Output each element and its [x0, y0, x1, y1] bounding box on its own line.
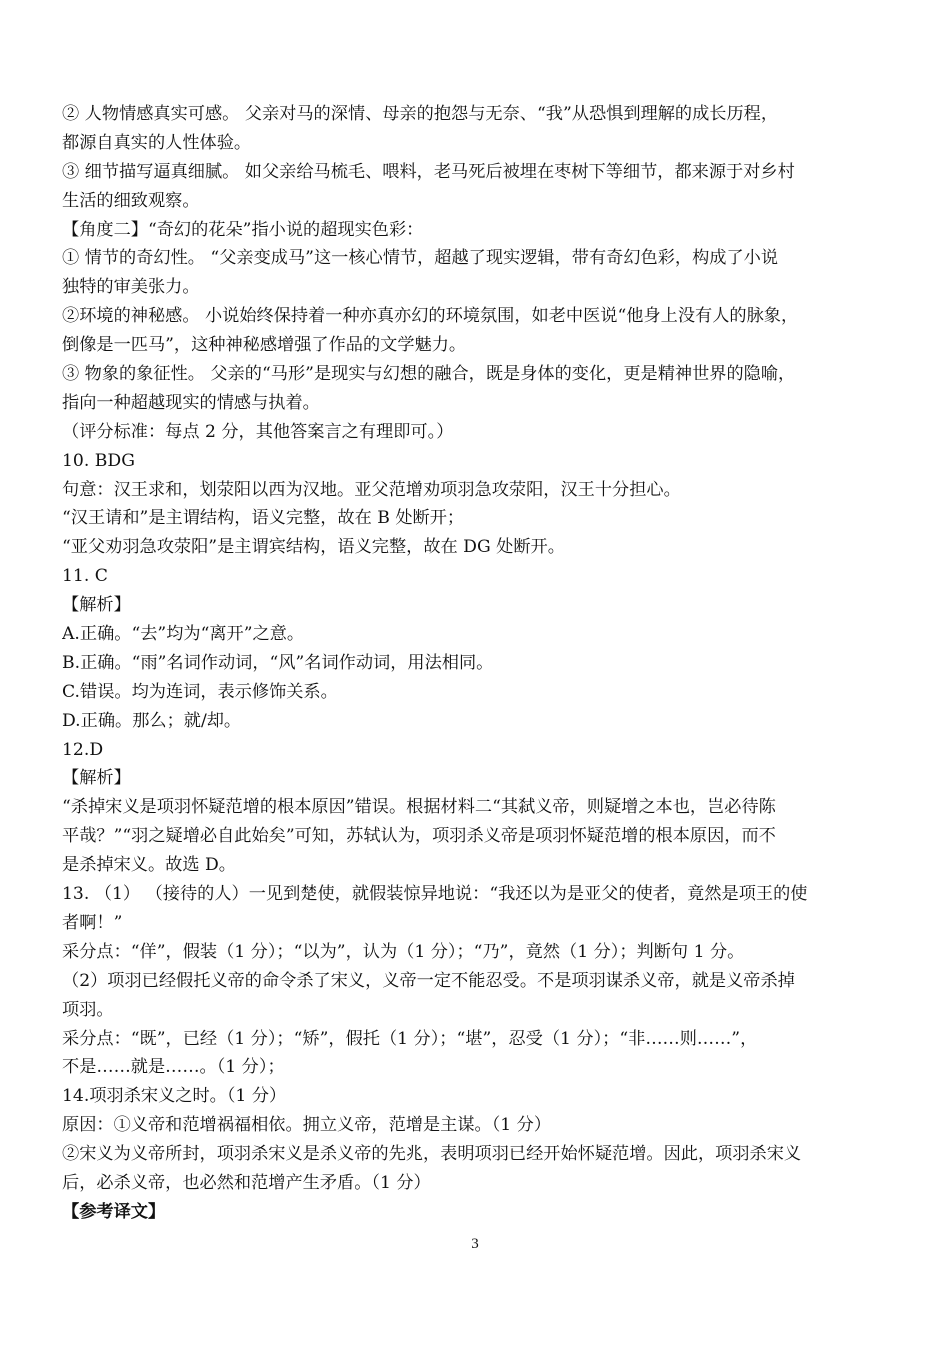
text-line: “汉王请和”是主谓结构，语义完整，故在 B 处断开； [62, 508, 465, 529]
reference-translation-heading: 【参考译文】 [62, 1201, 166, 1222]
text-line: 者啊！” [62, 912, 123, 933]
document-body [62, 100, 892, 1227]
section-heading: 【解析】 [62, 595, 131, 616]
text-line: 采分点：“佯”，假装（1 分）；“以为”，认为（1 分）；“乃”，竟然（1 分）；判断句 1 分。 [62, 941, 745, 962]
text-line: “亚父劝羽急攻荥阳”是主谓宾结构，语义完整，故在 DG 处断开。 [62, 537, 565, 558]
text-line: C.错误。均为连词，表示修饰关系。 [62, 681, 338, 702]
text-line: “杀掉宋义是项羽怀疑范增的根本原因”错误。根据材料二“其弑义帝，则疑增之本也，岂必待陈 [62, 797, 776, 818]
section-heading: 【解析】 [62, 768, 131, 789]
question-answer: 10. BDG [62, 450, 135, 471]
text-line: ③ 物象的象征性。 父亲的“马形”是现实与幻想的融合，既是身体的变化，更是精神世界的隐喻， [62, 364, 796, 385]
text-line: 都源自真实的人性体验。 [62, 132, 252, 153]
text-line: 项羽。 [62, 999, 114, 1020]
text-line: 原因：①义帝和范增祸福相依。拥立义帝，范增是主谋。（1 分） [62, 1115, 552, 1136]
text-line: ③ 细节描写逼真细腻。 如父亲给马梳毛、喂料，老马死后被埋在枣树下等细节，都来源于对乡村 [62, 161, 795, 182]
question-answer: 14.项羽杀宋义之时。（1 分） [62, 1086, 287, 1107]
question-answer: 12.D [62, 739, 104, 760]
text-line: 生活的细致观察。 [62, 190, 200, 211]
text-line: D.正确。那么；就/却。 [62, 710, 242, 731]
text-line: 采分点：“既”，已经（1 分）；“矫”，假托（1 分）；“堪”，忍受（1 分）；“非……则……”， [62, 1028, 758, 1049]
section-heading: 【角度二】“奇幻的花朵”指小说的超现实色彩： [62, 219, 424, 240]
text-line: 倒像是一匹马”，这种神秘感增强了作品的文学魅力。 [62, 335, 467, 356]
text-line: ②宋义为义帝所封，项羽杀宋义是杀义帝的先兆，表明项羽已经开始怀疑范增。因此，项羽杀宋义 [62, 1144, 802, 1165]
text-line: 不是……就是……。（1 分）； [62, 1057, 285, 1078]
page-number: 3 [471, 1236, 479, 1252]
text-line: B.正确。“雨”名词作动词，“风”名词作动词，用法相同。 [62, 652, 494, 673]
scoring-note: （评分标准：每点 2 分，其他答案言之有理即可。） [62, 421, 454, 442]
question-answer: 13. （1） （接待的人）一见到楚使，就假装惊异地说：“我还以为是亚父的使者，竟然是项王的使 [62, 884, 808, 905]
text-line: （2）项羽已经假托义帝的命令杀了宋义，义帝一定不能忍受。不是项羽谋杀义帝，就是义帝杀掉 [62, 970, 795, 991]
text-line: ②环境的神秘感。 小说始终保持着一种亦真亦幻的环境氛围，如老中医说“他身上没有人的脉象， [62, 306, 799, 327]
text-line: 指向一种超越现实的情感与执着。 [62, 392, 320, 413]
text-line: 是杀掉宋义。故选 D。 [62, 855, 236, 876]
text-line: 平哉？”“羽之疑增必自此始矣”可知，苏轼认为，项羽杀义帝是项羽怀疑范增的根本原因，而不 [62, 826, 776, 847]
text-line: ② 人物情感真实可感。 父亲对马的深情、母亲的抱怨与无奈、“我”从恐惧到理解的成长历程， [62, 104, 779, 124]
question-answer: 11. C [62, 566, 108, 587]
text-line: 句意：汉王求和，划荥阳以西为汉地。亚父范增劝项羽急攻荥阳，汉王十分担心。 [62, 479, 681, 500]
text-line: 后，必杀义帝，也必然和范增产生矛盾。（1 分） [62, 1172, 431, 1193]
text-line: 独特的审美张力。 [62, 277, 200, 298]
text-line: ① 情节的奇幻性。 “父亲变成马”这一核心情节，超越了现实逻辑，带有奇幻色彩，构成了小说 [62, 248, 779, 269]
text-line: A.正确。“去”均为“离开”之意。 [62, 624, 305, 645]
